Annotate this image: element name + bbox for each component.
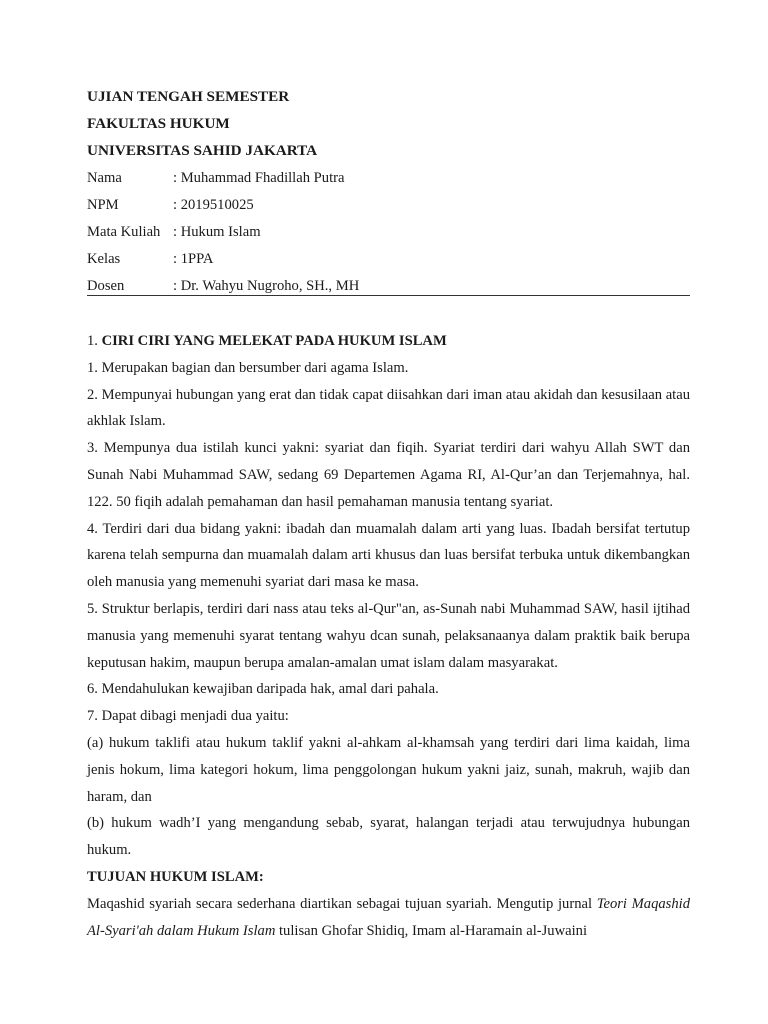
field-nama <box>87 167 690 194</box>
field-mata-kuliah <box>87 221 690 248</box>
list-item: 1. Merupakan bagian dan bersumber dari agama Islam. <box>87 359 409 376</box>
field-label: Dosen <box>87 278 125 294</box>
section-number: 1. <box>87 333 102 349</box>
field-value: : Muhammad Fhadillah Putra <box>173 170 345 186</box>
field-kelas <box>87 248 690 275</box>
section-title: CIRI CIRI YANG MELEKAT PADA HUKUM ISLAM <box>101 333 447 349</box>
field-label: Nama <box>87 170 122 186</box>
field-label: Mata Kuliah <box>87 224 161 240</box>
list-item: 7. Dapat dibagi menjadi dua yaitu: <box>87 708 289 725</box>
sub-list-item: (b) hukum wadh’I yang mengandung sebab, syarat, halangan terjadi atau terwujudnya hubungan hukum. <box>87 815 690 859</box>
paragraph <box>87 891 690 945</box>
field-value: : 1PPA <box>173 251 214 267</box>
list-item: 3. Mempunya dua istilah kunci yakni: syariat dan fiqih. Syariat terdiri dari wahyu Allah SWT dan Sunah Nabi Muhammad SAW, sedang 69 Departemen Agama RI, Al-Qur’an dan Terjemahnya, hal. 122. 50 fiqih adalah pemahaman dan hasil pemahaman manusia tentang syariat. <box>87 440 690 510</box>
university-title: UNIVERSITAS SAHID JAKARTA <box>87 142 318 159</box>
section-1-heading <box>87 328 690 355</box>
field-label: NPM <box>87 197 119 213</box>
list-item: 6. Mendahulukan kewajiban daripada hak, amal dari pahala. <box>87 681 439 698</box>
section-2-heading: TUJUAN HUKUM ISLAM: <box>87 868 264 885</box>
field-npm <box>87 194 690 221</box>
field-value: : 2019510025 <box>173 197 254 213</box>
field-label: Kelas <box>87 251 121 267</box>
exam-title: UJIAN TENGAH SEMESTER <box>87 88 290 105</box>
journal-title: Teori Maqashid Al-Syari'ah dalam Hukum Islam <box>87 895 690 939</box>
document-body <box>87 328 690 944</box>
list-item: 5. Struktur berlapis, terdiri dari nass atau teks al-Qur"an, as-Sunah nabi Muhammad SAW, hasil ijtihad manusia yang memenuhi syarat tentang wahyu dcan sunah, pelaksanaanya dalam praktik baik berupa keputusan hakim, maupun berupa amalan-amalan umat islam dalam masyarakat. <box>87 600 690 671</box>
header-divider <box>87 295 690 296</box>
list-item: 2. Mempunyai hubungan yang erat dan tidak capat diisahkan dari iman atau akidah dan kesusilaan atau akhlak Islam. <box>87 386 690 430</box>
document-header <box>87 86 690 302</box>
field-value: : Dr. Wahyu Nugroho, SH., MH <box>173 278 360 294</box>
sub-list-item: (a) hukum taklifi atau hukum taklif yakni al-ahkam al-khamsah yang terdiri dari lima kaidah, lima jenis hokum, lima kategori hokum, lima penggolongan hukum yakni jaiz, sunah, makruh, wajib dan haram, dan <box>87 734 690 805</box>
paragraph-text: Maqashid syariah secara sederhana diartikan sebagai tujuan syariah. Mengutip jurnal <box>87 895 597 912</box>
list-item: 4. Terdiri dari dua bidang yakni: ibadah dan muamalah dalam arti yang luas. Ibadah bersifat tertutup karena telah sempurna dan muamalah dalam arti khusus dan luas bersifat terbuka untuk dikembangkan oleh manusia yang memenuhi syariat dari masa ke masa. <box>87 520 690 591</box>
paragraph-text: tulisan Ghofar Shidiq, Imam al-Haramain al-Juwaini <box>275 922 588 939</box>
field-value: : Hukum Islam <box>173 224 261 240</box>
field-dosen <box>87 275 690 302</box>
faculty-title: FAKULTAS HUKUM <box>87 115 230 132</box>
